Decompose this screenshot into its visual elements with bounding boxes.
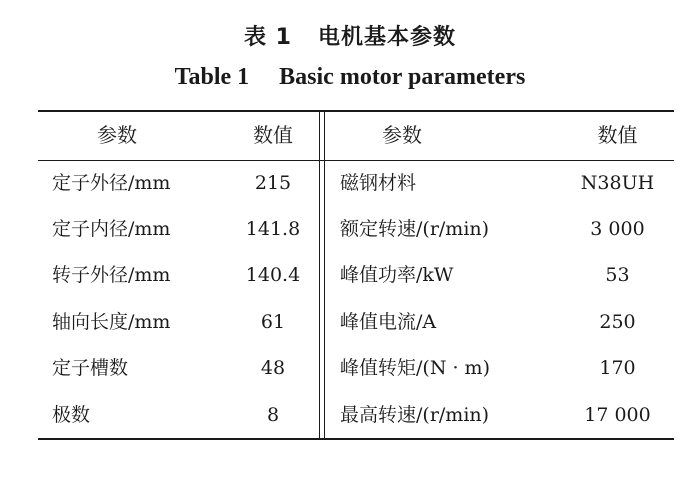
cell-value: 48 (260, 357, 286, 379)
cell-parameter: 定子外径/mm (52, 172, 171, 194)
table-caption-chinese: 电机基本参数 (317, 25, 456, 50)
cell-parameter: 磁钢材料 (340, 172, 417, 194)
cell-parameter: 最高转速/(r/min) (340, 404, 490, 426)
table-double-divider-right (324, 112, 325, 438)
header-parameter-left: 参数 (97, 123, 137, 147)
cell-parameter: 转子外径/mm (52, 264, 171, 286)
cell-parameter: 峰值电流/A (340, 311, 437, 333)
cell-parameter: 轴向长度/mm (52, 311, 171, 333)
table-double-divider-left (319, 112, 320, 438)
table-top-rule (38, 110, 674, 112)
cell-value: 8 (266, 404, 280, 426)
cell-parameter: 峰值转矩/(N · m) (340, 357, 490, 379)
header-value-right: 数值 (597, 123, 638, 147)
table-bottom-rule (38, 438, 674, 440)
cell-value: 250 (599, 311, 636, 333)
cell-value: 141.8 (245, 218, 301, 240)
table-number-chinese: 表 1 (244, 25, 292, 50)
table-header-rule (38, 160, 674, 161)
table-number-english: Table 1 (174, 64, 250, 90)
table-caption-english: Basic motor parameters (279, 64, 526, 90)
cell-value: 53 (605, 264, 630, 286)
cell-parameter: 定子槽数 (52, 357, 129, 379)
cell-parameter: 峰值功率/kW (340, 264, 454, 286)
cell-value: 17 000 (584, 404, 651, 426)
cell-value: N38UH (580, 172, 655, 194)
table-title-english (0, 64, 700, 91)
cell-value: 170 (599, 357, 636, 379)
cell-value: 3 000 (590, 218, 645, 240)
cell-parameter: 定子内径/mm (52, 218, 171, 240)
cell-parameter: 额定转速/(r/min) (340, 218, 490, 240)
cell-parameter: 极数 (52, 404, 91, 426)
table-title-chinese (0, 20, 700, 51)
header-parameter-right: 参数 (382, 123, 422, 147)
header-value-left: 数值 (253, 123, 293, 147)
cell-value: 140.4 (245, 264, 301, 286)
cell-value: 61 (260, 311, 286, 333)
cell-value: 215 (254, 172, 292, 194)
